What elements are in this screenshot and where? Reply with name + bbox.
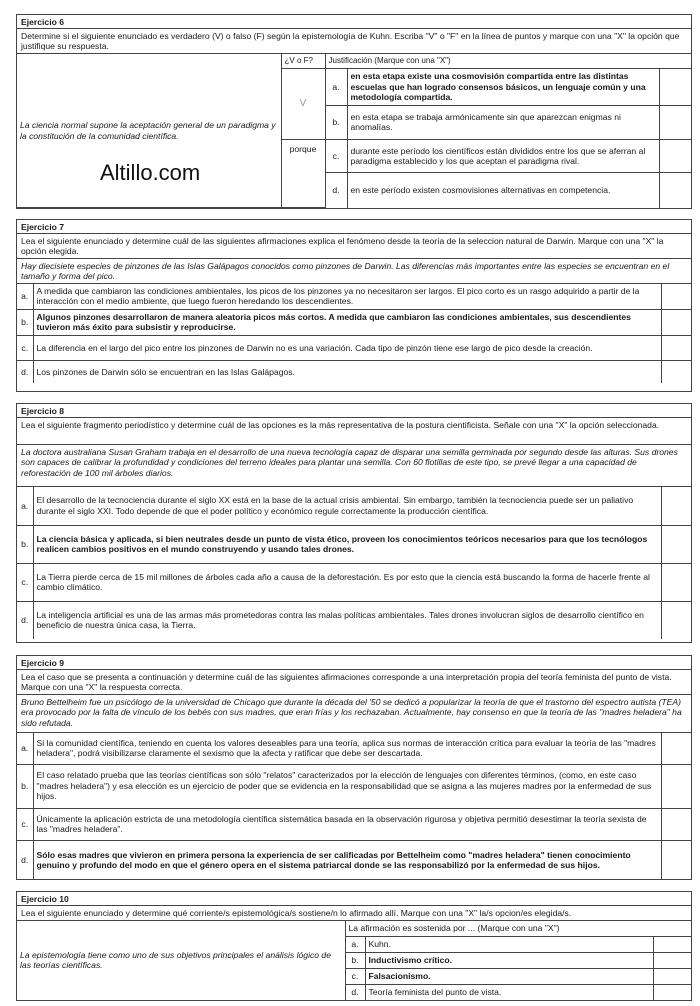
option-text: Sólo esas madres que vivieron en primera persona la experiencia de ser calificadas por Bettelheim como "madres heladera" tienen conocimiento genuino y profundo del modo en que el género opera en el sistema patriarcal donde se las responsabilizó por la enfermedad de sus hijos. (33, 840, 661, 880)
justification-header: Justificación (Marque con una "X") (325, 54, 691, 69)
exercise-10-title: Ejercicio 10 (17, 892, 691, 906)
option-text: Únicamente la aplicación estricta de una metodología científica sistemática basada en la observación rigurosa y objetiva permitió desestimar la teoría sexista de las "madres heladera". (33, 808, 661, 840)
option-label: b. (345, 952, 365, 968)
option-d-mark-box[interactable] (653, 984, 691, 1000)
exercise-9-options (17, 733, 691, 880)
option-label: b. (17, 525, 33, 563)
vf-answer[interactable]: V (281, 69, 325, 140)
exercise-10-col-header: La afirmación es sostenida por ... (Marque con una "X") (345, 921, 691, 936)
option-b-mark-box[interactable] (661, 764, 691, 808)
exercise-7-case: Hay diecisiete especies de pinzones de las Islas Galápagos conocidos como pinzones de Darwin. Las diferencias más importantes entre las especies se encuentran en el tamaño y forma del pico. (17, 259, 691, 284)
porque-label: porque (281, 139, 325, 207)
exercise-6-prompt: Determine si el siguiente enunciado es verdadero (V) o falso (F) según la epistemología de Kuhn. Escriba "V" o "F" en la línea de puntos y marque con una "X" la opción que justifique su respuesta. (17, 29, 691, 54)
option-text: El caso relatado prueba que las teorías científicas son sólo "relatos" caracterizados por la elección de lenguajes con diferentes términos, (como, en este caso "madres heladera") y esa elección es un ejercicio de poder que se evidencia en la responsabilidad que se asigna a las mujeres madres por la enfermedad de sus hijos. (33, 764, 661, 808)
option-a-mark-box[interactable] (653, 936, 691, 952)
option-text: El desarrollo de la tecnociencia durante el siglo XX está en la base de la actual crisis ambiental. Sin embargo, también la tecnociencia puede ser un paliativo durante el siglo XXI. Todo depende de que el poder político y económico regule correctamente la producción científica. (33, 487, 661, 525)
exercise-9 (16, 655, 692, 880)
option-text: en esta etapa existe una cosmovisión compartida entre las distintas escuelas que han logrado consensos básicos, un lenguaje común y una metodología compartida. (347, 69, 659, 106)
option-c-mark-box[interactable] (661, 563, 691, 601)
option-label: d. (345, 984, 365, 1000)
option-label: c. (17, 563, 33, 601)
exercise-8-options (17, 487, 691, 639)
option-a-mark-box[interactable] (661, 487, 691, 525)
option-b-mark-box[interactable] (659, 106, 691, 140)
option-label: c. (17, 808, 33, 840)
vf-header: ¿V o F? (281, 54, 325, 69)
exercise-8-case: La doctora australiana Susan Graham trabaja en el desarrollo de una nueva tecnología capaz de disparar una semilla germinada por segundo desde las alturas. Sus drones son capaces de calibrar la profundidad y condiciones del terreno ideales para plantar una semilla. Con 60 flotillas de este tipo, se prevé llegar a una capacidad de reforestación de 100 mil árboles diarios. (17, 445, 691, 487)
watermark: Altillo.com (100, 160, 201, 185)
exercise-10-statement: La epistemología tiene como uno de sus objetivos principales el análisis lógico de las teorías científicas. (17, 921, 345, 1000)
exercise-7-title: Ejercicio 7 (17, 220, 691, 234)
option-label: a. (345, 936, 365, 952)
exercise-8-prompt: Lea el siguiente fragmento periodístico y determine cuál de las opciones es la más representativa de la postura cientificista. Señale con una "X" la opción seleccionada. (17, 418, 691, 445)
option-label: c. (345, 968, 365, 984)
exercise-10-prompt: Lea el siguiente enunciado y determine qué corriente/s epistemológica/s sostiene/n lo afirmado allí. Marque con una "X" la/s opcion/es elegida/s. (17, 906, 691, 921)
option-d-mark-box[interactable] (661, 360, 691, 383)
option-text: Inductivismo crítico. (365, 952, 653, 968)
option-label: d. (17, 840, 33, 880)
option-label: a. (17, 284, 33, 309)
option-text: Los pinzones de Darwin sólo se encuentran en las Islas Galápagos. (33, 360, 661, 383)
option-label: a. (17, 733, 33, 764)
option-label: c. (325, 139, 347, 173)
option-text: A medida que cambiaron las condiciones ambientales, los picos de los pinzones ya no necesitaron ser largos. El pico corto es un rasgo adquirido a partir de la interacción con el medio ambiente, que luego fueron heredando los descendientes. (33, 284, 661, 309)
option-text: en este período existen cosmovisiones alternativas en competencia. (347, 173, 659, 208)
option-text: Si la comunidad científica, teniendo en cuenta los valores deseables para una teoría, aplica sus normas de interacción crítica para evaluar la teoría de las "madres heladera", podrá visibilizarse claramente el sexismo que la afecta y ratificar que debe ser descartada. (33, 733, 661, 764)
option-c-mark-box[interactable] (661, 808, 691, 840)
option-label: a. (17, 487, 33, 525)
option-label: c. (17, 335, 33, 360)
option-text: Teoría feminista del punto de vista. (365, 984, 653, 1000)
option-text: en esta etapa se trabaja armónicamente sin que aparezcan enigmas ni anomalías. (347, 106, 659, 140)
option-text: Kuhn. (365, 936, 653, 952)
option-d-mark-box[interactable] (661, 840, 691, 880)
exercise-10-table (17, 921, 691, 1001)
option-text: La Tierra pierde cerca de 15 mil millones de árboles cada año a causa de la deforestación. Es por esto que la ciencia está buscando la forma de hacerle frente al cambio climático. (33, 563, 661, 601)
exercise-8 (16, 403, 692, 643)
exercise-6-statement: La ciencia normal supone la aceptación general de un paradigma y la constitución de la comunidad científica. (17, 54, 281, 208)
option-d-mark-box[interactable] (661, 601, 691, 639)
option-b-mark-box[interactable] (661, 525, 691, 563)
exercise-7-options (17, 284, 691, 383)
option-label: d. (325, 173, 347, 208)
option-label: d. (17, 601, 33, 639)
option-text: Algunos pinzones desarrollaron de manera aleatoria picos más cortos. A medida que cambiaron las condiciones ambientales, sus descendientes tuvieron más éxito para subsistir y reproducirse. (33, 309, 661, 335)
option-a-mark-box[interactable] (661, 284, 691, 309)
exercise-7-prompt: Lea el siguiente enunciado y determine cuál de las siguientes afirmaciones explica el fenómeno desde la teoría de la seleccion natural de Darwin. Marque con una "X" la opción elegida. (17, 234, 691, 259)
option-c-mark-box[interactable] (659, 139, 691, 173)
exercise-9-prompt: Lea el caso que se presenta a continuación y determine cuál de las siguientes afirmaciones corresponde a una interpretación propia del teoría feminista del punto de vista. Marque con una "X" la respuesta correcta. (17, 670, 691, 695)
exercise-9-case: Bruno Bettelheim fue un psicólogo de la universidad de Chicago que durante la década del '50 se dedicó a popularizar la teoría de que el trastorno del espectro autista (TEA) era provocado por la falta de vínculo de los bebés con sus madres, que eran frías y los rechazaban. Actualmente, hay consenso en que la teoría de las "madres heladera" ha sido refutada. (17, 695, 691, 733)
option-a-mark-box[interactable] (659, 69, 691, 106)
option-text: La ciencia básica y aplicada, si bien neutrales desde un punto de vista ético, proveen los conocimientos teóricos necesarios para que los tecnólogos realicen cambios positivos en el mundo construyendo y usando tales drones. (33, 525, 661, 563)
option-label: b. (325, 106, 347, 140)
exercise-8-title: Ejercicio 8 (17, 404, 691, 418)
option-b-mark-box[interactable] (653, 952, 691, 968)
option-label: d. (17, 360, 33, 383)
option-text: La diferencia en el largo del pico entre los pinzones de Darwin no es una variación. Cada tipo de pinzón tiene ese largo de pico desde la creación. (33, 335, 661, 360)
exercise-7 (16, 219, 692, 392)
option-label: b. (17, 309, 33, 335)
exercise-9-title: Ejercicio 9 (17, 656, 691, 670)
option-b-mark-box[interactable] (661, 309, 691, 335)
option-label: a. (325, 69, 347, 106)
option-a-mark-box[interactable] (661, 733, 691, 764)
exercise-10 (16, 891, 692, 1001)
option-text: durante este período los científicos están divididos entre los que se aferran al paradigma establecido y los que aceptan el paradigma rival. (347, 139, 659, 173)
exercise-6-title: Ejercicio 6 (17, 15, 691, 29)
option-c-mark-box[interactable] (661, 335, 691, 360)
option-text: La inteligencia artificial es una de las armas más prometedoras contra las malas políticas ambientales. Tales drones involucran siglos de desarrollo científico en beneficio de nuestra única casa, la Tierra. (33, 601, 661, 639)
option-d-mark-box[interactable] (659, 173, 691, 208)
option-c-mark-box[interactable] (653, 968, 691, 984)
option-label: b. (17, 764, 33, 808)
option-text: Falsacionismo. (365, 968, 653, 984)
